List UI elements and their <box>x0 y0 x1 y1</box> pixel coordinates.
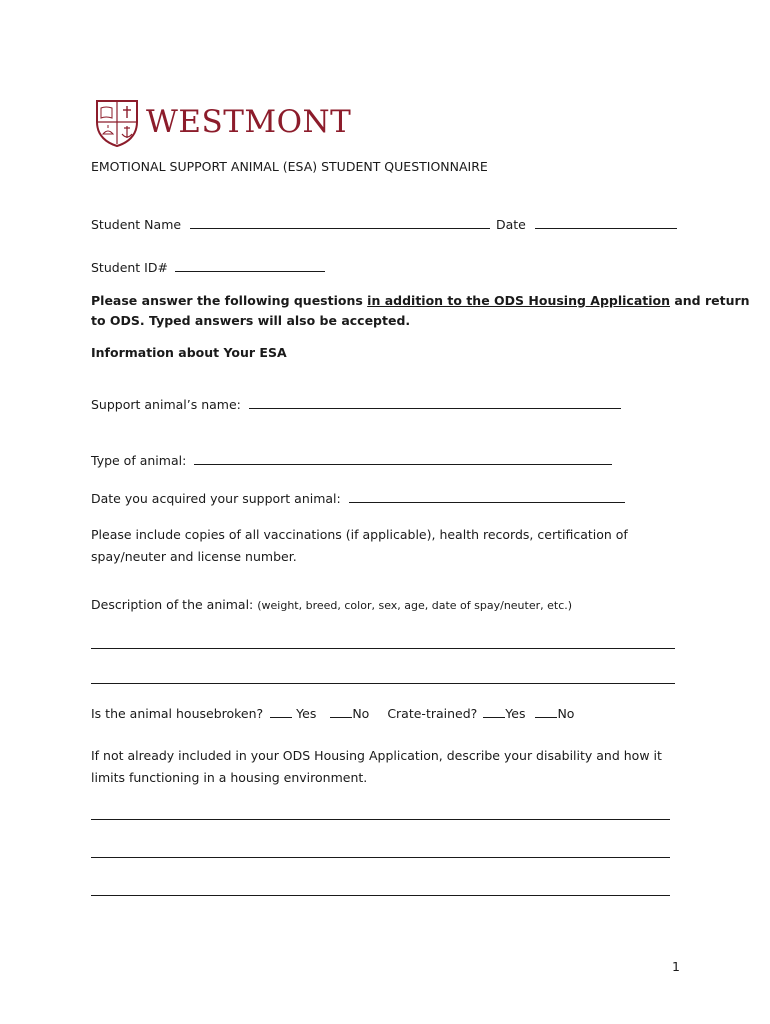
westmont-logo <box>94 98 354 148</box>
housebroken-no-field[interactable] <box>330 704 352 718</box>
crate-label: Crate-trained? <box>387 706 478 721</box>
housebroken-row <box>91 704 574 723</box>
description-hint: (weight, breed, color, sex, age, date of spay/neuter, etc.) <box>257 599 573 612</box>
student-id-row <box>91 258 325 277</box>
page-number: 1 <box>672 959 680 974</box>
acquired-date-label: Date you acquired your support animal: <box>91 491 341 506</box>
animal-name-field[interactable] <box>249 395 621 409</box>
housebroken-label: Is the animal housebroken? <box>91 706 264 721</box>
student-name-label: Student Name <box>91 217 182 232</box>
acquired-date-row <box>91 489 625 508</box>
section-heading: Information about Your ESA <box>91 345 287 360</box>
housebroken-yes-label: Yes <box>296 706 317 721</box>
crate-no-field[interactable] <box>535 704 557 718</box>
housebroken-no-label: No <box>352 706 370 721</box>
disability-line-1: If not already included in your ODS Housing Application, describe your disability and how it <box>91 748 662 763</box>
crate-yes-field[interactable] <box>483 704 505 718</box>
housebroken-yes-field[interactable] <box>270 704 292 718</box>
student-id-field[interactable] <box>175 258 325 272</box>
student-name-row <box>91 215 490 234</box>
disability-line-2: limits functioning in a housing environment. <box>91 770 368 785</box>
animal-type-label: Type of animal: <box>91 453 187 468</box>
logo-wordmark: WESTMONT <box>146 104 352 140</box>
description-row <box>91 596 572 615</box>
disability-answer-line-3[interactable] <box>91 895 670 896</box>
instructions-line-1: Please answer the following questions in addition to the ODS Housing Application and return <box>91 293 750 308</box>
disability-answer-line-1[interactable] <box>91 819 670 820</box>
animal-type-field[interactable] <box>194 451 612 465</box>
form-title: EMOTIONAL SUPPORT ANIMAL (ESA) STUDENT QUESTIONNAIRE <box>91 159 488 174</box>
description-line-2[interactable] <box>91 683 675 684</box>
crate-yes-label: Yes <box>505 706 526 721</box>
student-name-field[interactable] <box>190 215 490 229</box>
instructions-line-2: to ODS. Typed answers will also be accepted. <box>91 313 411 328</box>
ods-application-reference: in addition to the ODS Housing Application <box>367 293 670 308</box>
disability-answer-line-2[interactable] <box>91 857 670 858</box>
animal-name-row <box>91 395 621 414</box>
crate-no-label: No <box>557 706 575 721</box>
student-id-label: Student ID# <box>91 260 168 275</box>
date-row <box>496 215 677 234</box>
acquired-date-field[interactable] <box>349 489 625 503</box>
vaccinations-line-2: spay/neuter and license number. <box>91 549 297 564</box>
date-field[interactable] <box>535 215 677 229</box>
description-line-1[interactable] <box>91 648 675 649</box>
shield-crest-icon <box>94 98 140 148</box>
description-label: Description of the animal: <box>91 597 258 612</box>
date-label: Date <box>496 217 526 232</box>
animal-name-label: Support animal’s name: <box>91 397 241 412</box>
vaccinations-line-1: Please include copies of all vaccinations (if applicable), health records, certification of <box>91 527 628 542</box>
animal-type-row <box>91 451 612 470</box>
